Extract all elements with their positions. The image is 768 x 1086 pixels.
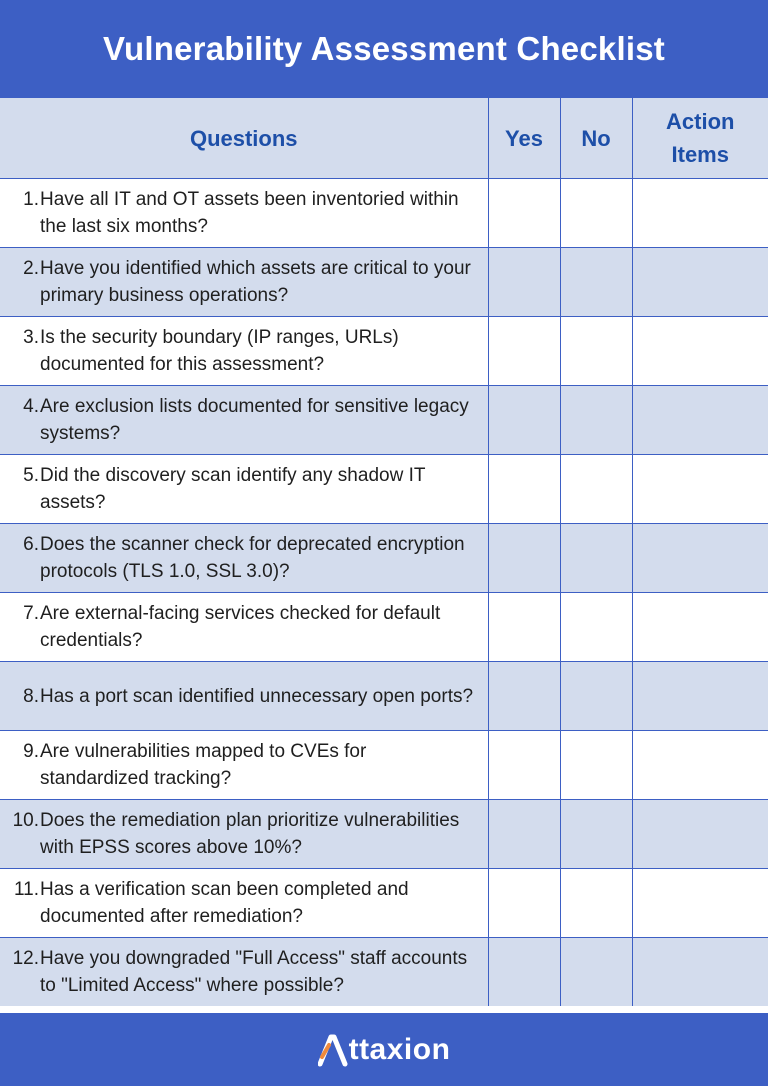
action-items-cell[interactable]	[632, 869, 768, 938]
question-number: 5.	[23, 465, 39, 486]
question-cell	[0, 593, 488, 662]
question-text: Did the discovery scan identify any shadow IT assets?	[40, 465, 426, 513]
yes-cell[interactable]	[488, 248, 560, 317]
question-cell	[0, 800, 488, 869]
question-cell	[0, 386, 488, 455]
action-items-cell[interactable]	[632, 386, 768, 455]
question-number: 3.	[23, 327, 39, 348]
question-text: Has a verification scan been completed and documented after remediation?	[40, 879, 409, 927]
table-row	[0, 317, 768, 386]
action-items-cell[interactable]	[632, 662, 768, 731]
action-items-cell[interactable]	[632, 179, 768, 248]
table-row	[0, 800, 768, 869]
no-column-header: No	[560, 98, 632, 179]
yes-cell[interactable]	[488, 662, 560, 731]
yes-cell[interactable]	[488, 317, 560, 386]
no-cell[interactable]	[560, 593, 632, 662]
no-cell[interactable]	[560, 731, 632, 800]
table-row	[0, 938, 768, 1007]
action-items-cell[interactable]	[632, 455, 768, 524]
action-items-cell[interactable]	[632, 731, 768, 800]
action-items-cell[interactable]	[632, 938, 768, 1007]
action-items-column-header	[632, 98, 768, 179]
yes-cell[interactable]	[488, 455, 560, 524]
question-cell	[0, 317, 488, 386]
yes-cell[interactable]	[488, 731, 560, 800]
question-cell	[0, 662, 488, 731]
checklist-table	[0, 97, 768, 1006]
logo-text: ttaxion	[348, 1032, 451, 1066]
table-header-row	[0, 98, 768, 179]
table-row	[0, 662, 768, 731]
table-row	[0, 524, 768, 593]
page-header	[0, 0, 768, 97]
action-items-cell[interactable]	[632, 248, 768, 317]
table-row	[0, 593, 768, 662]
attaxion-logo	[318, 1033, 451, 1067]
yes-cell[interactable]	[488, 869, 560, 938]
no-cell[interactable]	[560, 869, 632, 938]
question-cell	[0, 731, 488, 800]
no-cell[interactable]	[560, 524, 632, 593]
no-cell[interactable]	[560, 179, 632, 248]
question-cell	[0, 524, 488, 593]
action-items-cell[interactable]	[632, 317, 768, 386]
attaxion-a-logo-icon	[318, 1033, 348, 1067]
action-items-cell[interactable]	[632, 524, 768, 593]
no-cell[interactable]	[560, 248, 632, 317]
question-cell	[0, 248, 488, 317]
question-text: Are exclusion lists documented for sensitive legacy systems?	[40, 396, 469, 444]
question-cell	[0, 455, 488, 524]
yes-cell[interactable]	[488, 524, 560, 593]
no-cell[interactable]	[560, 800, 632, 869]
question-cell	[0, 179, 488, 248]
yes-column-header: Yes	[488, 98, 560, 179]
no-cell[interactable]	[560, 662, 632, 731]
table-row	[0, 386, 768, 455]
questions-column-header: Questions	[0, 98, 488, 179]
question-number: 6.	[23, 534, 39, 555]
table-row	[0, 248, 768, 317]
question-text: Have you downgraded "Full Access" staff accounts to "Limited Access" where possible?	[40, 948, 468, 996]
question-text: Have all IT and OT assets been inventoried within the last six months?	[40, 189, 459, 237]
question-number: 8.	[23, 685, 39, 707]
no-cell[interactable]	[560, 317, 632, 386]
yes-cell[interactable]	[488, 800, 560, 869]
yes-cell[interactable]	[488, 386, 560, 455]
no-cell[interactable]	[560, 386, 632, 455]
question-text: Has a port scan identified unnecessary open ports?	[40, 685, 474, 707]
question-number: 9.	[23, 741, 39, 762]
no-cell[interactable]	[560, 455, 632, 524]
question-number: 10.	[12, 810, 39, 831]
yes-cell[interactable]	[488, 938, 560, 1007]
action-items-cell[interactable]	[632, 593, 768, 662]
question-text: Does the remediation plan prioritize vulnerabilities with EPSS scores above 10%?	[40, 810, 460, 858]
table-row	[0, 179, 768, 248]
table-row	[0, 455, 768, 524]
table-row	[0, 731, 768, 800]
question-text: Does the scanner check for deprecated encryption protocols (TLS 1.0, SSL 3.0)?	[40, 534, 465, 582]
question-number: 12.	[12, 948, 39, 969]
action-items-cell[interactable]	[632, 800, 768, 869]
question-text: Are vulnerabilities mapped to CVEs for standardized tracking?	[40, 741, 367, 789]
page-footer	[0, 1013, 768, 1086]
question-number: 1.	[23, 189, 39, 210]
question-text: Is the security boundary (IP ranges, URLs) documented for this assessment?	[40, 327, 399, 375]
table-row	[0, 869, 768, 938]
question-text: Are external-facing services checked for default credentials?	[40, 603, 441, 651]
no-cell[interactable]	[560, 938, 632, 1007]
action-items-header-line1: Action	[666, 109, 735, 134]
action-items-header-line2: Items	[671, 142, 729, 167]
page-title: Vulnerability Assessment Checklist	[103, 29, 665, 67]
question-number: 2.	[23, 258, 39, 279]
question-cell	[0, 869, 488, 938]
question-cell	[0, 938, 488, 1007]
question-number: 4.	[23, 396, 39, 417]
yes-cell[interactable]	[488, 593, 560, 662]
question-text: Have you identified which assets are critical to your primary business operations?	[40, 258, 471, 306]
yes-cell[interactable]	[488, 179, 560, 248]
question-number: 11.	[13, 879, 39, 900]
question-number: 7.	[23, 603, 39, 624]
